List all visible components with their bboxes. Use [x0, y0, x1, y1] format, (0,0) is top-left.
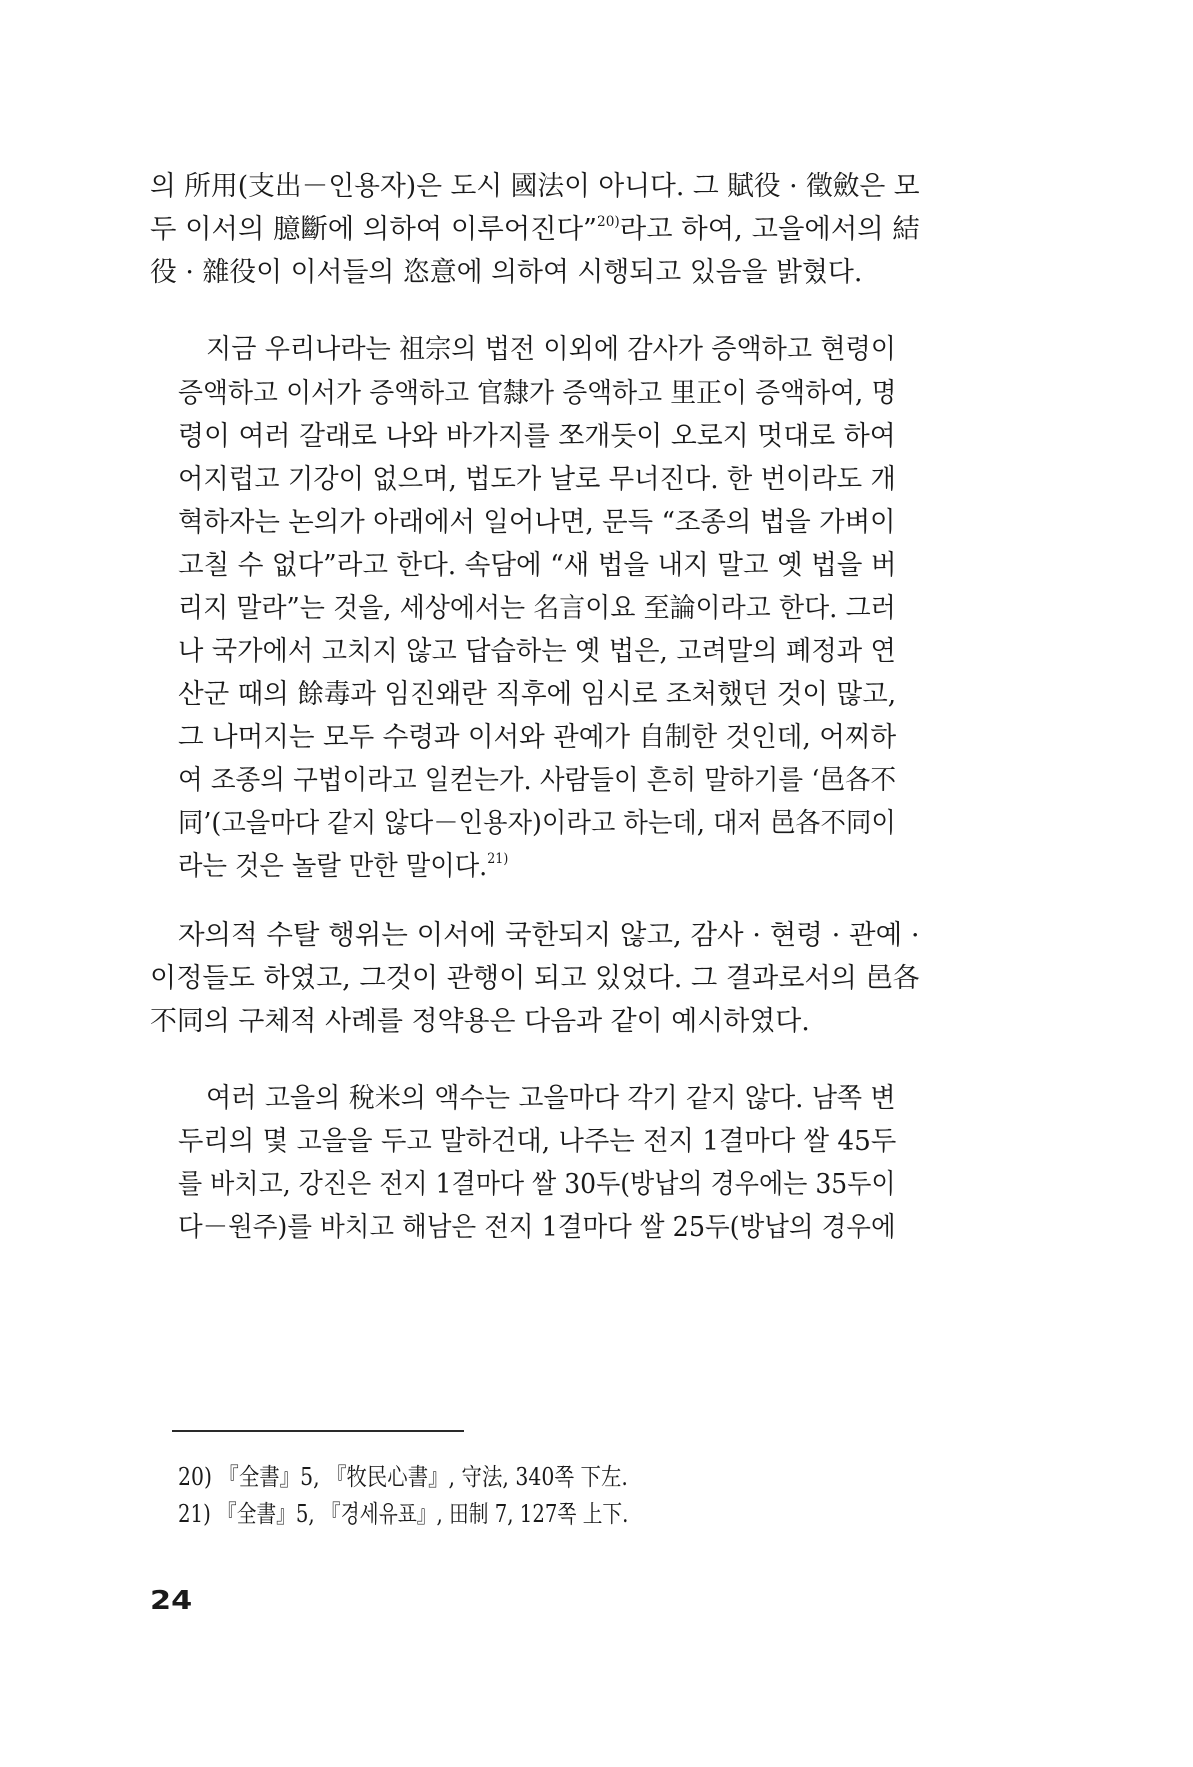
text-line: 의 所用(支出－인용자)은 도시 國法이 아니다. 그 賦役 · 徵斂은 모 — [150, 171, 920, 202]
footnote-ref[interactable]: 21) — [487, 850, 509, 867]
footnote-21: 21) 『全書』5, 『경세유표』, 田制 7, 127쪽 上下. — [178, 1500, 629, 1528]
text-line: 리지 말라”는 것을, 세상에서는 名言이요 至論이라고 한다. 그러 — [178, 593, 896, 624]
text-line: 라는 것은 놀랄 만한 말이다.$^{21)}$ — [178, 850, 509, 882]
footnote-ref[interactable]: 20) — [597, 213, 620, 230]
text-line: 여러 고을의 稅米의 액수는 고을마다 각기 같지 않다. 남쪽 변 — [206, 1083, 896, 1114]
text-line: 증액하고 이서가 증액하고 官隸가 증액하고 里正이 증액하여, 명 — [178, 378, 897, 409]
text-line: 役 · 雜役이 이서들의 恣意에 의하여 시행되고 있음을 밝혔다. — [150, 257, 863, 288]
footnote-separator — [172, 1430, 464, 1432]
text-line: 다－원주)를 바치고 해남은 전지 1결마다 쌀 25두(방납의 경우에 — [178, 1212, 896, 1243]
text-line: 어지럽고 기강이 없으며, 법도가 날로 무너진다. 한 번이라도 개 — [178, 464, 896, 495]
page-number: 24 — [150, 1586, 193, 1616]
text-line: 자의적 수탈 행위는 이서에 국한되지 않고, 감사 · 현령 · 관예 · — [178, 920, 920, 951]
text-line: 不同의 구체적 사례를 정약용은 다음과 같이 예시하였다. — [150, 1006, 810, 1037]
text-line: 령이 여러 갈래로 나와 바가지를 쪼개듯이 오로지 멋대로 하여 — [178, 421, 896, 452]
footnote-20: 20) 『全書』5, 『牧民心書』, 守法, 340쪽 下左. — [178, 1463, 628, 1491]
text-line: 나 국가에서 고치지 않고 답습하는 옛 법은, 고려말의 폐정과 연 — [178, 636, 896, 667]
text-line: 同’(고을마다 같지 않다－인용자)이라고 하는데, 대저 邑各不同이 — [178, 808, 896, 839]
text-line: 혁하자는 논의가 아래에서 일어나면, 문득 “조종의 법을 가벼이 — [178, 507, 896, 538]
text-line: 지금 우리나라는 祖宗의 법전 이외에 감사가 증액하고 현령이 — [206, 334, 896, 365]
text-line: 두리의 몇 고을을 두고 말하건대, 나주는 전지 1결마다 쌀 45두 — [178, 1126, 897, 1157]
text-line: 산군 때의 餘毒과 임진왜란 직후에 임시로 조처했던 것이 많고, — [178, 679, 897, 710]
text-line: 그 나머지는 모두 수령과 이서와 관예가 自制한 것인데, 어찌하 — [178, 722, 897, 753]
text-line: 여 조종의 구법이라고 일컫는가. 사람들이 흔히 말하기를 ‘邑各不 — [178, 765, 897, 796]
text-line: 를 바치고, 강진은 전지 1결마다 쌀 30두(방납의 경우에는 35두이 — [178, 1169, 896, 1200]
text-line: 두 이서의 臆斷에 의하여 이루어진다”$^{20)}$라고 하여, 고을에서의 結 — [150, 213, 920, 245]
text-line: 고칠 수 없다”라고 한다. 속담에 “새 법을 내지 말고 옛 법을 버 — [178, 550, 897, 581]
text-line: 이정들도 하였고, 그것이 관행이 되고 있었다. 그 결과로서의 邑各 — [150, 963, 920, 994]
